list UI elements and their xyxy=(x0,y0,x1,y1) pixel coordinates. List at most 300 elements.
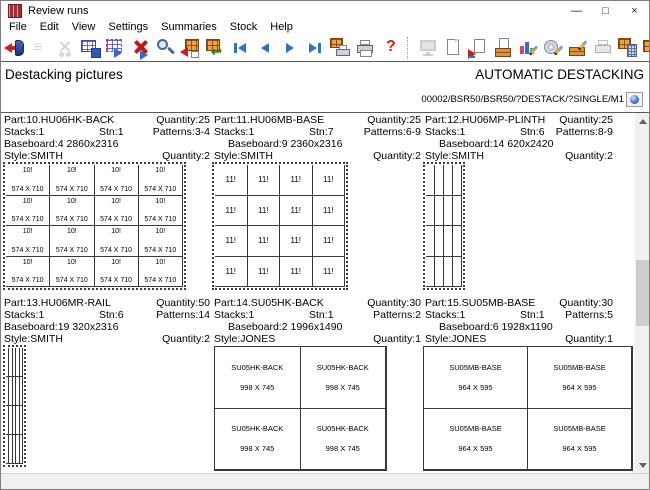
stack-cell xyxy=(139,165,183,196)
part-info-block xyxy=(214,297,421,345)
print-alt-button xyxy=(591,36,616,60)
cell-dimension: 574 X 710 xyxy=(55,277,88,284)
patterns-field xyxy=(364,126,421,138)
menu-file[interactable]: File xyxy=(9,21,27,33)
part-field xyxy=(214,297,324,309)
part-value: 10.HU06HK-BACK xyxy=(26,114,115,126)
cell-part-label: SU05HK-BACK xyxy=(316,362,369,372)
quantity-field xyxy=(367,297,421,309)
cell-part-label: SU05MB-BASE xyxy=(449,362,502,372)
cell-part-label: 10! xyxy=(111,167,121,174)
baseboard-value: 4 2860x2316 xyxy=(57,138,119,150)
part-label: Part: xyxy=(425,114,448,126)
cell-part-label: 10! xyxy=(111,197,121,205)
quantity-value: 30 xyxy=(601,297,613,309)
quantity-field xyxy=(156,114,210,126)
quantity2-field xyxy=(565,150,613,162)
patterns-label: Patterns: xyxy=(156,309,199,321)
stack-cell xyxy=(435,226,444,257)
stack-cell xyxy=(248,165,281,196)
part-field xyxy=(4,297,111,309)
cell-dimension: 574 X 710 xyxy=(144,216,177,223)
stack-cell xyxy=(50,257,94,288)
stacks-value: 1 xyxy=(248,309,255,321)
menu-view[interactable]: View xyxy=(71,21,96,33)
quantity2-field xyxy=(373,333,421,345)
stack-cell xyxy=(444,226,453,257)
cell-part-label: 10! xyxy=(67,167,77,174)
print-alt-icon xyxy=(591,36,616,60)
cell-part-label: SU05HK-BACK xyxy=(316,424,369,434)
run-code: 00002/BSR50/BSR50/?DESTACK/?SINGLE/M1 xyxy=(421,94,624,105)
quantity-label: Quantity: xyxy=(373,333,416,345)
baseboard-value: 14 620x2420 xyxy=(492,138,554,150)
stack-cell xyxy=(139,226,183,257)
grid-edit-button[interactable] xyxy=(103,36,128,60)
help-glyph: ? xyxy=(386,37,396,55)
quantity-label: Quantity: xyxy=(565,150,608,162)
box-document-button[interactable] xyxy=(491,36,516,60)
stn-value: 1 xyxy=(327,309,334,321)
quantity-value: 25 xyxy=(601,114,613,126)
destack-button[interactable] xyxy=(178,36,203,60)
next-record-button[interactable] xyxy=(278,36,303,60)
destacking-pictures-area xyxy=(1,113,635,473)
stack-cell xyxy=(139,257,183,288)
status-bar xyxy=(1,473,649,490)
stacks-value: 1 xyxy=(38,126,45,138)
style-field xyxy=(214,150,273,162)
new-document-icon xyxy=(441,36,466,60)
stack-cell xyxy=(50,196,94,227)
style-value: SMITH xyxy=(451,150,484,162)
stacks-field xyxy=(425,126,465,138)
export-document-icon xyxy=(466,36,491,60)
partial-grid-icon xyxy=(641,36,649,60)
quantity-field xyxy=(156,297,210,309)
cell-part-label: 10! xyxy=(155,167,166,174)
stack-cell xyxy=(426,257,435,288)
stn-label: Stn: xyxy=(520,309,539,321)
baseboard-field xyxy=(4,138,118,150)
grid-edit-icon xyxy=(103,36,128,60)
minimize-button[interactable]: — xyxy=(571,4,582,17)
stn-field xyxy=(520,126,545,138)
quantity-value: 2 xyxy=(204,150,210,162)
delete-icon xyxy=(128,36,153,60)
box-edit-icon xyxy=(566,36,591,60)
cell-dimension: 574 X 710 xyxy=(55,216,88,223)
stack-cell xyxy=(95,165,139,196)
stack-cell xyxy=(313,165,346,196)
part-label: Part: xyxy=(4,114,27,126)
window-controls xyxy=(562,1,649,20)
stn-field xyxy=(99,126,124,138)
toolbar xyxy=(1,34,649,61)
baseboard-value: 19 320x2316 xyxy=(57,321,119,333)
quantity-value: 25 xyxy=(409,114,421,126)
quantity-label: Quantity: xyxy=(367,114,410,126)
cell-dimension: 998 X 745 xyxy=(240,382,275,392)
cell-part-label: 11! xyxy=(225,175,237,185)
cell-dimension: 574 X 710 xyxy=(100,277,133,284)
stack-cell xyxy=(444,257,453,288)
part-field xyxy=(214,114,324,126)
stack-cell xyxy=(301,347,387,409)
stn-field xyxy=(309,309,334,321)
cell-part-label: SU05MB-BASE xyxy=(553,362,606,372)
style-field xyxy=(214,333,275,345)
delete-button[interactable] xyxy=(128,36,153,60)
stack-cell xyxy=(215,196,248,227)
stacks-label: Stacks: xyxy=(4,309,39,321)
menu-summaries[interactable]: Summaries xyxy=(161,21,217,33)
baseboard-label: Baseboard: xyxy=(228,321,282,333)
first-record-button[interactable] xyxy=(228,36,253,60)
stack-cell xyxy=(280,257,313,288)
vertical-scrollbar[interactable] xyxy=(635,113,650,473)
zoom-icon xyxy=(153,36,178,60)
cell-dimension: 574 X 710 xyxy=(11,216,44,223)
stacks-label: Stacks: xyxy=(214,309,249,321)
grid-new-icon xyxy=(78,36,103,60)
baseboard-value: 6 1928x1190 xyxy=(492,321,553,333)
stacks-field xyxy=(4,126,44,138)
quantity-field xyxy=(367,114,421,126)
details-button xyxy=(28,36,53,60)
baseboard-label: Baseboard: xyxy=(228,138,282,150)
stn-field xyxy=(309,126,334,138)
stn-field xyxy=(520,309,545,321)
patterns-label: Patterns: xyxy=(565,309,608,321)
quantity-label: Quantity: xyxy=(565,333,608,345)
stack-cell xyxy=(50,226,94,257)
part-info-block xyxy=(4,297,210,345)
cell-part-label: 11! xyxy=(322,266,334,276)
cell-dimension: 964 X 595 xyxy=(562,382,597,392)
stacks-value: 1 xyxy=(459,126,466,138)
close-button[interactable]: × xyxy=(631,4,638,17)
stack-cell xyxy=(301,409,387,471)
cell-part-label: 10! xyxy=(111,228,121,235)
disk-edit-icon xyxy=(541,36,566,60)
baseboard-field xyxy=(228,138,342,150)
stacks-field xyxy=(214,126,254,138)
mode-title: AUTOMATIC DESTACKING xyxy=(475,67,644,82)
cell-part-label: 11! xyxy=(257,205,269,215)
patterns-label: Patterns: xyxy=(555,126,598,138)
style-value: SMITH xyxy=(240,150,273,162)
style-value: SMITH xyxy=(30,333,63,345)
cell-dimension: 574 X 710 xyxy=(100,246,133,254)
cell-dimension: 964 X 595 xyxy=(458,444,493,454)
stack-cell xyxy=(444,165,453,196)
cell-part-label: 10! xyxy=(67,197,77,205)
cell-dimension: 574 X 710 xyxy=(11,246,44,254)
cell-part-label: 10! xyxy=(155,258,166,266)
stack-cell xyxy=(453,165,462,196)
style-label: Style: xyxy=(214,333,241,345)
arrow-up-icon xyxy=(639,119,647,124)
part-label: Part: xyxy=(214,114,237,126)
stack-cell xyxy=(528,409,632,471)
style-label: Style: xyxy=(425,333,452,345)
stack-cell xyxy=(248,257,281,288)
header-section xyxy=(1,61,649,113)
cell-dimension: 964 X 595 xyxy=(562,444,597,454)
baseboard-field xyxy=(4,321,118,333)
patterns-field xyxy=(373,309,421,321)
patterns-field xyxy=(565,309,613,321)
system-icon xyxy=(416,36,441,60)
disk-edit-button[interactable] xyxy=(541,36,566,60)
stack-cell xyxy=(424,409,528,471)
cell-part-label: 11! xyxy=(225,266,237,276)
quantity2-field xyxy=(162,150,210,162)
quantity-value: 50 xyxy=(198,297,210,309)
menu-settings[interactable]: Settings xyxy=(108,21,149,33)
stn-label: Stn: xyxy=(309,126,328,138)
stack-picture xyxy=(3,345,26,467)
cell-part-label: 10! xyxy=(22,197,33,205)
stack-cell xyxy=(435,196,444,227)
cell-dimension: 998 X 745 xyxy=(325,444,360,454)
part-value: 12.HU06MP-PLINTH xyxy=(447,114,546,126)
system-button xyxy=(416,36,441,60)
stack-cell xyxy=(95,196,139,227)
cell-part-label: 11! xyxy=(322,236,334,246)
box-edit-button[interactable] xyxy=(566,36,591,60)
previous-record-button[interactable] xyxy=(253,36,278,60)
stack-cell xyxy=(139,196,183,227)
stn-label: Stn: xyxy=(520,126,539,138)
quantity-label: Quantity: xyxy=(367,297,410,309)
previous-record-icon xyxy=(253,36,278,60)
stack-picture xyxy=(214,346,387,471)
print-stack-button[interactable] xyxy=(328,36,353,60)
baseboard-field xyxy=(439,138,553,150)
cell-dimension: 574 X 710 xyxy=(11,185,44,193)
stack-cell xyxy=(6,226,50,257)
quantity-value: 25 xyxy=(198,114,210,126)
window-title: Review runs xyxy=(28,4,89,17)
stack-picture xyxy=(212,162,348,290)
scroll-up-button[interactable] xyxy=(635,113,650,129)
stacks-label: Stacks: xyxy=(425,126,460,138)
stack-cell xyxy=(313,196,346,227)
baseboard-label: Baseboard: xyxy=(4,138,58,150)
part-value: 14.SU05HK-BACK xyxy=(236,297,324,309)
stn-value: 1 xyxy=(538,309,545,321)
stack-cell xyxy=(215,257,248,288)
cell-part-label: SU05HK-BACK xyxy=(231,424,284,434)
last-record-button[interactable] xyxy=(303,36,328,60)
patterns-value: 8-9 xyxy=(597,126,613,138)
cell-part-label: 11! xyxy=(225,236,237,246)
quantity-value: 1 xyxy=(415,333,421,345)
stack-cell xyxy=(20,406,23,435)
stacks-label: Stacks: xyxy=(214,126,249,138)
arrow-down-icon xyxy=(639,463,647,468)
baseboard-label: Baseboard: xyxy=(4,321,58,333)
quantity2-field xyxy=(373,150,421,162)
destack-icon xyxy=(178,36,203,60)
stacks-field xyxy=(214,309,254,321)
quantity-label: Quantity: xyxy=(559,297,602,309)
style-field xyxy=(425,333,486,345)
quantity-label: Quantity: xyxy=(162,150,205,162)
cell-part-label: 10! xyxy=(155,228,166,235)
part-label: Part: xyxy=(214,297,237,309)
page-title: Destacking pictures xyxy=(5,67,123,82)
help-icon xyxy=(378,36,403,60)
stack-cell xyxy=(453,257,462,288)
menu-stock[interactable]: Stock xyxy=(229,21,258,33)
run-line xyxy=(421,92,643,107)
part-field xyxy=(425,297,535,309)
part-label: Part: xyxy=(425,297,448,309)
quantity-label: Quantity: xyxy=(559,114,602,126)
print-button[interactable] xyxy=(353,36,378,60)
stack-cell xyxy=(453,226,462,257)
stn-value: 6 xyxy=(117,309,124,321)
part-value: 11.HU06MB-BASE xyxy=(236,114,325,126)
menu-bar xyxy=(1,20,650,34)
new-document-button[interactable] xyxy=(441,36,466,60)
stack-cell xyxy=(313,257,346,288)
stacks-field xyxy=(4,309,44,321)
globe-icon xyxy=(630,95,639,104)
maximize-button[interactable]: □ xyxy=(602,4,609,17)
run-info-button[interactable] xyxy=(626,92,643,107)
zoom-button[interactable] xyxy=(153,36,178,60)
chart-edit-button[interactable] xyxy=(516,36,541,60)
baseboard-value: 9 2360x2316 xyxy=(281,138,343,150)
cell-part-label: 11! xyxy=(225,205,237,215)
stn-label: Stn: xyxy=(99,309,118,321)
restack-icon xyxy=(203,36,228,60)
stack-cell xyxy=(453,196,462,227)
patterns-label: Patterns: xyxy=(152,126,195,138)
quantity2-field xyxy=(565,333,613,345)
help-button[interactable] xyxy=(378,36,403,60)
stacks-value: 1 xyxy=(459,309,466,321)
partial-grid-button[interactable] xyxy=(641,36,649,60)
restack-glyph: ↩ xyxy=(211,43,222,59)
stack-cell xyxy=(6,257,50,288)
style-field xyxy=(4,333,63,345)
patterns-value: 2 xyxy=(415,309,421,321)
stack-cell xyxy=(426,196,435,227)
patterns-field xyxy=(556,126,613,138)
cell-part-label: 10! xyxy=(67,258,77,266)
cell-dimension: 574 X 710 xyxy=(144,185,177,193)
stn-value: 7 xyxy=(327,126,334,138)
stack-picture xyxy=(3,162,186,290)
style-label: Style: xyxy=(425,150,452,162)
quantity-field xyxy=(559,297,613,309)
menu-help[interactable]: Help xyxy=(270,21,293,33)
quantity-value: 30 xyxy=(409,297,421,309)
cell-part-label: 11! xyxy=(290,236,302,246)
stack-cell xyxy=(435,165,444,196)
cell-part-label: 11! xyxy=(257,266,269,276)
grid-new-button[interactable] xyxy=(78,36,103,60)
part-field xyxy=(4,114,114,126)
toolbar-separator xyxy=(407,37,416,59)
app-icon xyxy=(8,4,22,18)
stack-cell xyxy=(20,377,23,406)
style-value: SMITH xyxy=(30,150,63,162)
menu-edit[interactable]: Edit xyxy=(39,21,59,33)
part-info-block xyxy=(425,114,613,162)
scrollbar-thumb[interactable] xyxy=(636,260,650,326)
stack-cell xyxy=(95,226,139,257)
cell-part-label: 11! xyxy=(290,266,302,276)
patterns-value: 5 xyxy=(607,309,613,321)
stacks-label: Stacks: xyxy=(425,309,460,321)
style-field xyxy=(4,150,63,162)
baseboard-label: Baseboard: xyxy=(439,138,493,150)
quantity-value: 1 xyxy=(607,333,613,345)
box-document-icon xyxy=(491,36,516,60)
stack-cell xyxy=(215,165,248,196)
scroll-down-button[interactable] xyxy=(635,457,650,473)
cell-dimension: 964 X 595 xyxy=(458,382,493,392)
exit-button[interactable] xyxy=(3,36,28,60)
stack-cell xyxy=(313,226,346,257)
quantity-field xyxy=(559,114,613,126)
export-document-button[interactable] xyxy=(466,36,491,60)
part-value: 15.SU05MB-BASE xyxy=(447,297,536,309)
part-info-block xyxy=(214,114,421,162)
stack-cell xyxy=(280,196,313,227)
baseboard-label: Baseboard: xyxy=(439,321,493,333)
chart-edit-icon xyxy=(516,36,541,60)
stn-field xyxy=(99,309,124,321)
stack-cell xyxy=(248,226,281,257)
style-label: Style: xyxy=(4,150,31,162)
part-info-block xyxy=(4,114,210,162)
cell-part-label: 11! xyxy=(290,205,302,215)
quantity2-field xyxy=(162,333,210,345)
part-label: Part: xyxy=(4,297,27,309)
restack-button[interactable] xyxy=(203,36,228,60)
first-record-icon xyxy=(228,36,253,60)
stack-cell xyxy=(424,347,528,409)
cell-part-label: 11! xyxy=(257,236,269,246)
quantity-label: Quantity: xyxy=(162,333,205,345)
cell-part-label: 10! xyxy=(67,228,77,235)
style-field xyxy=(425,150,484,162)
cell-dimension: 574 X 710 xyxy=(100,185,133,193)
part-info-block xyxy=(425,297,613,345)
quantity-value: 2 xyxy=(415,150,421,162)
patterns-value: 3-4 xyxy=(194,126,210,138)
cell-part-label: 10! xyxy=(22,228,33,235)
quantity-value: 2 xyxy=(204,333,210,345)
patterns-field xyxy=(156,309,210,321)
stock-calc-button[interactable] xyxy=(616,36,641,60)
stacks-value: 1 xyxy=(38,309,45,321)
stack-cell xyxy=(280,226,313,257)
stack-cell xyxy=(50,165,94,196)
cell-part-label: SU05HK-BACK xyxy=(231,362,284,372)
cell-dimension: 574 X 710 xyxy=(55,246,88,254)
cell-dimension: 574 X 710 xyxy=(144,246,177,254)
stack-cell xyxy=(248,196,281,227)
stn-value: 1 xyxy=(117,126,124,138)
